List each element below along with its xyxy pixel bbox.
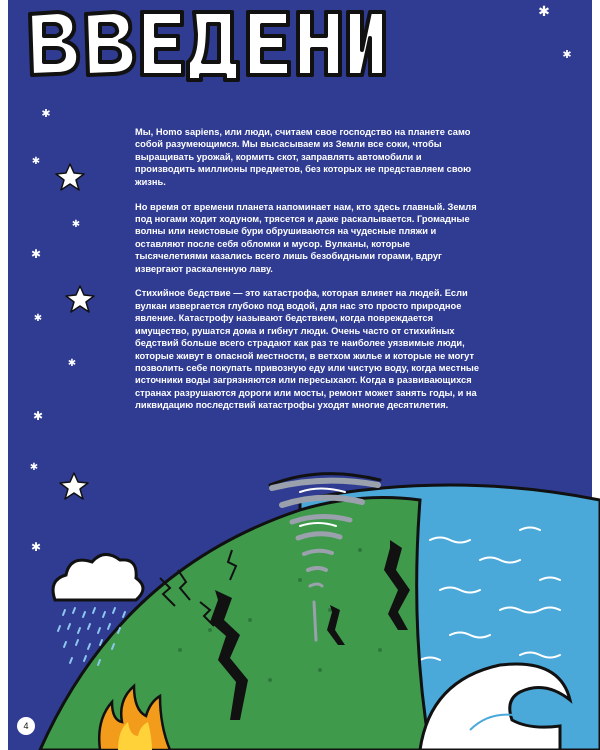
star-icon: ✱ — [562, 48, 572, 61]
paragraph: Мы, Homo sapiens, или люди, считаем свое господство на планете само собой разумеющимся. Мы высасываем из Земли все соки, чтобы выращивать урожай, кормить скот, заправлять автомобили и производить миллионы предметов, без которых не представляем свою жизнь. — [135, 127, 472, 187]
star-icon: ✱ — [30, 247, 42, 261]
star-icon: ✱ — [71, 219, 81, 230]
star-icon: ✱ — [67, 358, 77, 369]
paragraph: Но время от времени планета напоминает нам, кто здесь главный. Земля под ногами ходит ходуном, трясется и даже раскалывается. Громадные волны или неистовые бури обрушиваются на чудесные пляжи и оставляют после себя обломки и мусор. Вулканы, которые тысячелетиями казались всего лишь безобидными горами, вдруг извергают раскаленную лаву. — [135, 201, 477, 274]
star-icon: ✱ — [32, 409, 44, 423]
star-icon: ✱ — [31, 156, 41, 167]
star-icon: ✱ — [538, 4, 550, 20]
star-icon: ✱ — [33, 313, 43, 324]
star-icon: ✱ — [41, 107, 51, 120]
intro-text — [135, 126, 480, 424]
page-number: 4 — [17, 717, 35, 735]
page-title — [26, 4, 386, 82]
star-icon — [56, 164, 84, 190]
star-icon: ✱ — [30, 540, 42, 554]
earth-disaster-illustration — [0, 430, 600, 750]
paragraph: Стихийное бедствие — это катастрофа, которая влияет на людей. Если вулкан извергается глубоко под водой, для нас это просто природное явление. Катастрофу называют бедствием, когда повреждается имущество, рушатся дома и гибнут люди. Очень часто от стихийных бедствий больше всего страдают как раз те наиболее уязвимые люди, которые живут в опасной местности, в ветхом жилье и которые не могут позволить себе покупать привозную еду или чистую воду, когда местные источники воды загрязняются или пересыхают. Когда в развивающихся странах разрушаются дороги или мосты, ремонт может занять годы, и на ликвидацию последствий катастрофы уходят многие десятилетия. — [135, 288, 480, 411]
star-icon: ✱ — [29, 462, 39, 473]
star-icon — [66, 286, 94, 312]
